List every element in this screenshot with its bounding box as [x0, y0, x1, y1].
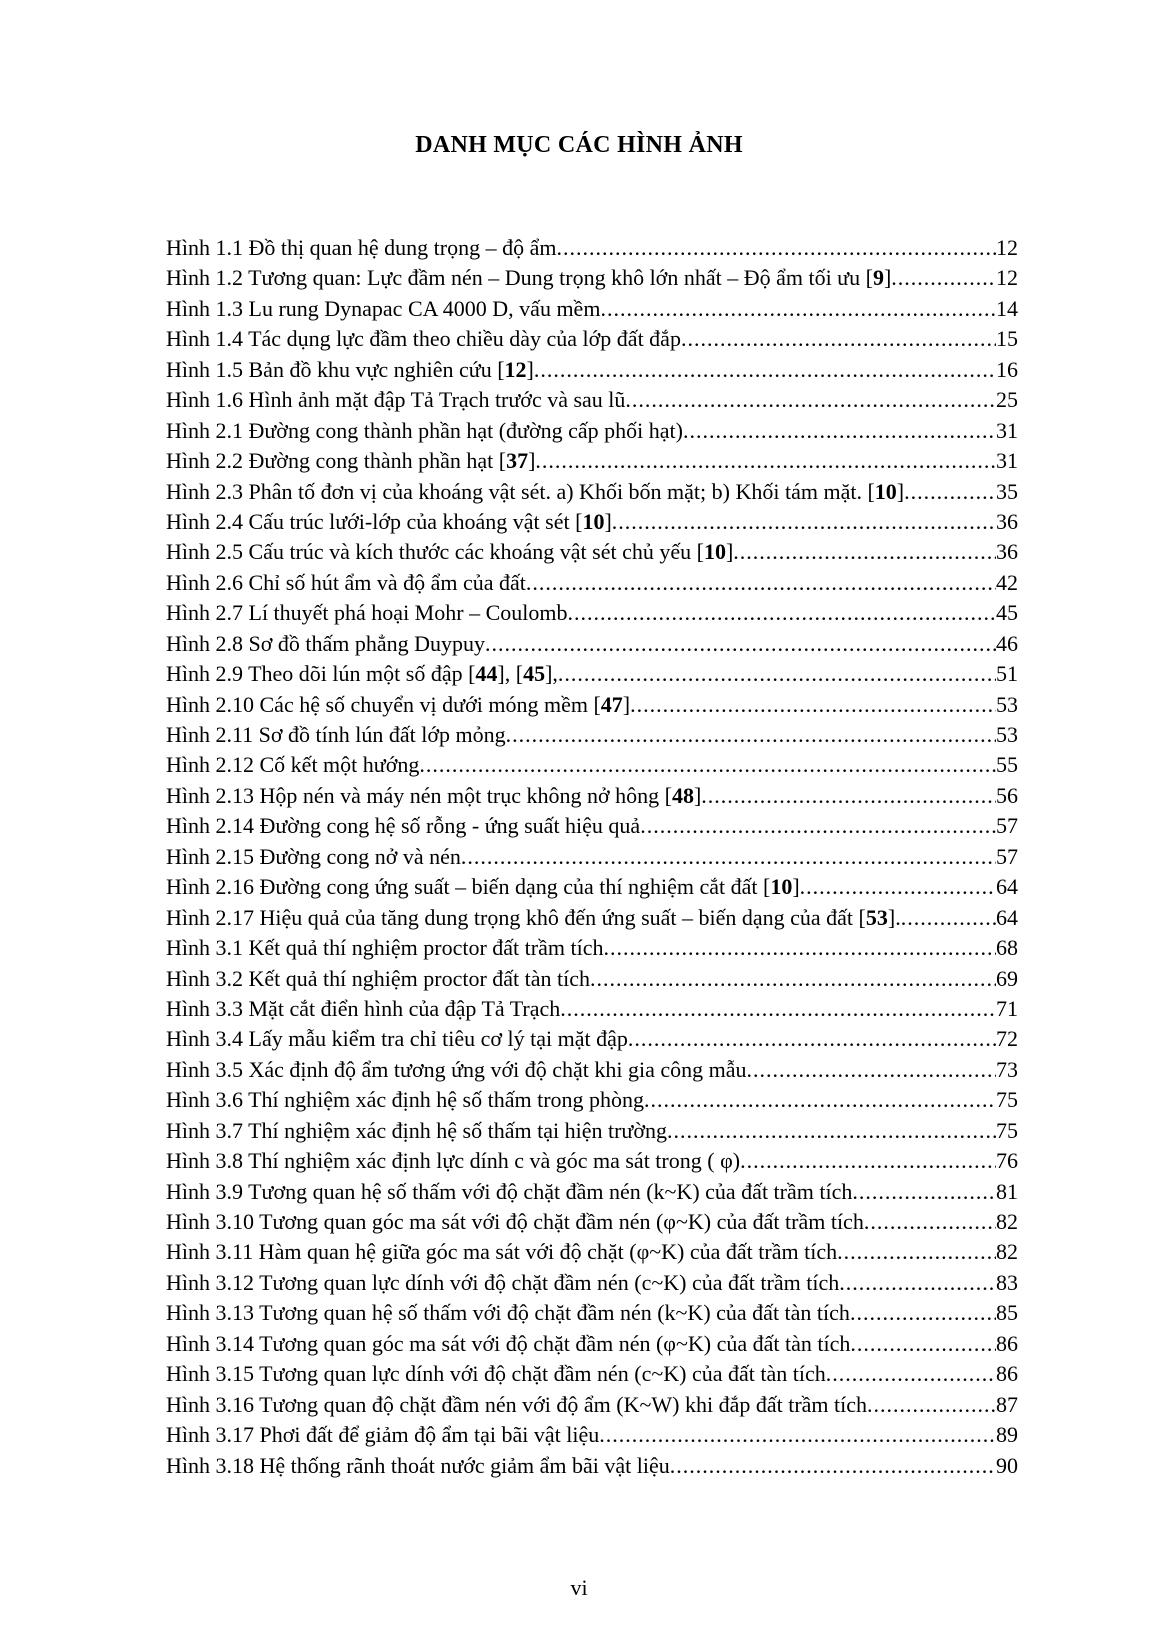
figure-caption: [166, 661, 558, 687]
dot-leader: [630, 692, 996, 718]
caption-text: Hình 1.3 Lu rung Dynapac CA 4000 D, vấu mềm: [166, 295, 601, 321]
dot-leader: [640, 813, 996, 839]
reference-number: 53: [865, 904, 888, 930]
figure-caption: [166, 570, 526, 596]
page-ref: 73: [996, 1056, 1018, 1082]
caption-text: Hình 3.15 Tương quan lực dính với độ chặt đầm nén (c~K) của đất tàn tích: [166, 1361, 826, 1387]
caption-text: Hình 2.8 Sơ đồ thấm phẳng Duypuy: [166, 630, 486, 656]
caption-text: ]: [622, 691, 631, 717]
page-ref: 53: [996, 722, 1018, 747]
dot-leader: [891, 265, 996, 291]
figure-entry[interactable]: [166, 631, 1018, 661]
page-ref: 45: [996, 600, 1018, 626]
figure-entry[interactable]: [166, 418, 1018, 448]
dot-leader: [556, 235, 996, 261]
figure-caption: [166, 1209, 864, 1235]
caption-text: ]: [896, 478, 905, 504]
caption-text: Hình 3.3 Mặt cắt điển hình của đập Tả Trạch: [166, 995, 561, 1021]
page-ref: 71: [996, 995, 1018, 1021]
caption-text: ]: [883, 265, 892, 291]
dot-leader: [740, 1148, 996, 1174]
page-ref: 76: [996, 1148, 1018, 1174]
figure-entry[interactable]: [166, 509, 1018, 539]
figure-caption: [166, 874, 800, 900]
page-ref: 35: [996, 478, 1018, 504]
page-ref: 42: [996, 569, 1018, 595]
figure-caption: [166, 1239, 837, 1265]
caption-text: Hình 2.9 Theo dõi lún một số đập [: [166, 661, 476, 687]
dot-leader: [701, 783, 996, 809]
caption-text: Hình 2.6 Chỉ số hút ẩm và độ ẩm của đất: [166, 569, 526, 595]
caption-text: Hình 3.16 Tương quan độ chặt đầm nén với độ ẩm (K~W) khi đắp đất trầm tích: [166, 1391, 868, 1417]
page-ref: 64: [996, 904, 1018, 930]
dot-leader: [644, 1087, 996, 1113]
caption-text: Hình 3.7 Thí nghiệm xác định hệ số thấm tại hiện trường: [166, 1117, 667, 1143]
page-ref: 87: [996, 1391, 1018, 1417]
page-ref: 75: [996, 1087, 1018, 1113]
figure-entry[interactable]: [166, 1453, 1018, 1483]
dot-leader: [625, 387, 996, 413]
figure-entry[interactable]: [166, 1239, 1018, 1269]
dot-leader: [667, 1118, 996, 1144]
page-ref: 36: [996, 539, 1018, 565]
caption-text: Hình 3.2 Kết quả thí nghiệm proctor đất tàn tích: [166, 965, 591, 991]
dot-leader: [837, 1239, 996, 1265]
caption-text: Hình 2.16 Đường cong ứng suất – biến dạng của thí nghiệm cắt đất [: [166, 874, 771, 900]
page-ref: 15: [996, 326, 1018, 352]
page-ref: 85: [996, 1300, 1018, 1326]
figure-entry[interactable]: [166, 326, 1018, 356]
dot-leader: [590, 966, 996, 992]
dot-leader: [526, 570, 996, 596]
figure-caption: [166, 235, 556, 261]
figure-caption: [166, 1270, 839, 1296]
dot-leader: [419, 752, 996, 778]
page-number: vi: [570, 1575, 588, 1600]
figure-entry[interactable]: [166, 844, 1018, 874]
caption-text: Hình 1.1 Đồ thị quan hệ dung trọng – độ ẩm: [166, 235, 557, 260]
figure-entry[interactable]: [166, 1361, 1018, 1391]
figure-entry[interactable]: [166, 935, 1018, 965]
caption-text: Hình 1.2 Tương quan: Lực đầm nén – Dung trọng khô lớn nhất – Độ ẩm tối ưu [: [166, 265, 873, 291]
caption-text: ]: [526, 356, 534, 382]
figure-caption: [166, 752, 419, 778]
dot-leader: [599, 1422, 996, 1448]
caption-text: Hình 2.4 Cấu trúc lưới-lớp của khoáng vật sét [: [166, 508, 583, 534]
figure-caption: [166, 1148, 740, 1174]
caption-text: ]: [792, 874, 800, 900]
figure-caption: [166, 326, 681, 352]
figure-entry[interactable]: [166, 966, 1018, 996]
figure-caption: [166, 1422, 599, 1448]
caption-text: Hình 3.9 Tương quan hệ số thấm với độ chặt đầm nén (k~K) của đất trầm tích: [166, 1178, 853, 1204]
page-ref: 12: [996, 265, 1018, 291]
caption-text: Hình 2.3 Phân tố đơn vị của khoáng vật sét. a) Khối bốn mặt; b) Khối tám mặt. [: [166, 478, 875, 504]
caption-text: Hình 3.13 Tương quan hệ số thấm với độ chặt đầm nén (k~K) của đất tàn tích: [166, 1300, 850, 1326]
page-ref: 81: [996, 1178, 1018, 1204]
figure-list: [166, 235, 1018, 1483]
dot-leader: [800, 874, 996, 900]
figure-caption: [166, 1118, 667, 1144]
caption-text: Hình 3.4 Lấy mẫu kiểm tra chỉ tiêu cơ lý tại mặt đập: [166, 1026, 628, 1052]
figure-entry[interactable]: [166, 1087, 1018, 1117]
figure-entry[interactable]: [166, 996, 1018, 1026]
caption-text: Hình 2.5 Cấu trúc và kích thước các khoáng vật sét chủ yếu [: [166, 539, 704, 565]
figure-caption: [166, 1300, 850, 1326]
caption-text: Hình 3.14 Tương quan góc ma sát với độ chặt đầm nén (φ~K) của đất tàn tích: [166, 1330, 851, 1356]
dot-leader: [534, 357, 996, 383]
figure-entry[interactable]: [166, 600, 1018, 630]
dot-leader: [867, 1392, 996, 1418]
reference-number: 10: [703, 539, 726, 565]
figure-entry[interactable]: [166, 357, 1018, 387]
figure-caption: [166, 448, 535, 474]
figure-caption: [166, 418, 683, 444]
figure-entry[interactable]: [166, 387, 1018, 417]
figure-entry[interactable]: [166, 539, 1018, 569]
dot-leader: [558, 661, 996, 687]
dot-leader: [535, 448, 996, 474]
page-ref: 51: [996, 661, 1018, 687]
page-ref: 83: [996, 1269, 1018, 1295]
page-ref: 72: [996, 1026, 1018, 1052]
dot-leader: [603, 935, 996, 961]
figure-caption: [166, 509, 612, 535]
figure-caption: [166, 387, 625, 413]
dot-leader: [560, 996, 996, 1022]
caption-text: Hình 2.10 Các hệ số chuyển vị dưới móng mềm [: [166, 691, 601, 717]
caption-text: Hình 2.15 Đường cong nở và nén: [166, 843, 461, 869]
reference-number: 9: [872, 265, 884, 291]
figure-caption: [166, 996, 560, 1022]
caption-text: Hình 2.2 Đường cong thành phần hạt [: [166, 448, 507, 474]
dot-leader: [747, 1057, 996, 1083]
dot-leader: [826, 1361, 996, 1387]
caption-text: ],: [545, 661, 558, 687]
caption-text: Hình 1.6 Hình ảnh mặt đập Tả Trạch trước và sau lũ: [166, 387, 626, 413]
caption-text: Hình 2.17 Hiệu quả của tăng dung trọng khô đến ứng suất – biến dạng của đất [: [166, 904, 866, 930]
figure-entry[interactable]: [166, 1392, 1018, 1422]
dot-leader: [850, 1300, 996, 1326]
caption-text: Hình 2.7 Lí thuyết phá hoại Mohr – Coulomb: [166, 600, 568, 626]
figure-entry[interactable]: [166, 722, 1018, 752]
dot-leader: [733, 539, 996, 565]
dot-leader: [506, 722, 996, 748]
reference-number: 48: [671, 782, 694, 808]
page-ref: 31: [996, 448, 1018, 474]
page-ref: 89: [996, 1422, 1018, 1448]
caption-text: Hình 3.5 Xác định độ ẩm tương ứng với độ chặt khi gia công mẫu: [166, 1056, 747, 1082]
page-ref: 86: [996, 1361, 1018, 1387]
caption-text: Hình 3.6 Thí nghiệm xác định hệ số thấm trong phòng: [166, 1087, 645, 1113]
figure-entry[interactable]: [166, 1209, 1018, 1239]
caption-text: ]: [604, 508, 612, 534]
page-ref: 57: [996, 813, 1018, 839]
figure-caption: [166, 966, 590, 992]
figure-caption: [166, 692, 630, 718]
caption-text: ]: [693, 782, 702, 808]
caption-text: ]: [528, 448, 536, 474]
page-ref: 55: [996, 752, 1018, 778]
figure-entry[interactable]: [166, 905, 1018, 935]
page-ref: 75: [996, 1117, 1018, 1143]
page-ref: 86: [996, 1330, 1018, 1356]
dot-leader: [681, 326, 996, 352]
dot-leader: [612, 509, 996, 535]
figure-caption: [166, 1087, 644, 1113]
page-ref: 14: [996, 295, 1018, 321]
page-ref: 25: [996, 387, 1018, 413]
figure-entry[interactable]: [166, 1118, 1018, 1148]
figure-entry[interactable]: [166, 265, 1018, 295]
figure-caption: [166, 935, 603, 961]
caption-text: Hình 3.10 Tương quan góc ma sát với độ chặt đầm nén (φ~K) của đất trầm tích: [166, 1209, 864, 1234]
figure-caption: [166, 600, 567, 626]
reference-number: 10: [874, 478, 897, 504]
caption-text: Hình 3.11 Hàm quan hệ giữa góc ma sát với độ chặt (φ~K) của đất trầm tích: [166, 1239, 838, 1265]
figure-entry[interactable]: [166, 1179, 1018, 1209]
caption-text: Hình 3.12 Tương quan lực dính với độ chặt đầm nén (c~K) của đất trầm tích: [166, 1269, 840, 1295]
dot-leader: [461, 844, 996, 870]
figure-caption: [166, 265, 891, 291]
page-ref: 31: [996, 417, 1018, 443]
caption-text: Hình 2.14 Đường cong hệ số rỗng - ứng suất hiệu quả: [166, 813, 641, 839]
figure-caption: [166, 539, 733, 565]
figure-caption: [166, 1179, 852, 1205]
reference-number: 44: [475, 661, 498, 687]
figure-caption: [166, 905, 901, 931]
figure-caption: [166, 1361, 826, 1387]
page-title: DANH MỤC CÁC HÌNH ẢNH: [415, 132, 743, 158]
figure-caption: [166, 1392, 867, 1418]
caption-text: ], [: [497, 661, 524, 687]
page-ref: 56: [996, 782, 1018, 808]
dot-leader: [600, 296, 996, 322]
figure-caption: [166, 479, 904, 505]
dot-leader: [901, 905, 996, 931]
caption-text: Hình 1.4 Tác dụng lực đầm theo chiều dày của lớp đất đắp: [166, 326, 681, 352]
dot-leader: [628, 1026, 996, 1052]
page-ref: 57: [996, 843, 1018, 869]
page-ref: 53: [996, 691, 1018, 717]
figure-entry[interactable]: [166, 479, 1018, 509]
page-ref: 64: [996, 874, 1018, 900]
dot-leader: [850, 1331, 996, 1357]
caption-text: Hình 3.8 Thí nghiệm xác định lực dính c và góc ma sát trong ( φ): [166, 1148, 741, 1174]
figure-entry[interactable]: [166, 661, 1018, 691]
figure-entry[interactable]: [166, 1422, 1018, 1452]
reference-number: 12: [504, 356, 527, 382]
page-ref: 68: [996, 935, 1018, 961]
caption-text: Hình 3.17 Phơi đất để giảm độ ẩm tại bãi vật liệu: [166, 1422, 600, 1448]
dot-leader: [567, 600, 996, 626]
dot-leader: [864, 1209, 996, 1235]
figure-entry[interactable]: [166, 570, 1018, 600]
reference-number: 10: [582, 508, 605, 534]
figure-caption: [166, 1057, 747, 1083]
figure-entry[interactable]: [166, 1331, 1018, 1361]
page-ref: 12: [996, 235, 1018, 260]
figure-caption: [166, 1331, 850, 1357]
dot-leader: [670, 1453, 996, 1479]
figure-entry[interactable]: [166, 296, 1018, 326]
caption-text: Hình 1.5 Bản đồ khu vực nghiên cứu [: [166, 356, 505, 382]
figure-entry[interactable]: [166, 235, 1018, 265]
figure-entry[interactable]: [166, 752, 1018, 782]
figure-entry[interactable]: [166, 1026, 1018, 1056]
figure-caption: [166, 722, 506, 748]
figure-caption: [166, 296, 600, 322]
figure-entry[interactable]: [166, 692, 1018, 722]
figure-caption: [166, 844, 461, 870]
page-ref: 16: [996, 356, 1018, 382]
figure-entry[interactable]: [166, 874, 1018, 904]
figure-entry[interactable]: [166, 1148, 1018, 1178]
dot-leader: [683, 418, 996, 444]
caption-text: Hình 2.12 Cố kết một hướng: [166, 752, 420, 778]
dot-leader: [839, 1270, 996, 1296]
figure-entry[interactable]: [166, 1057, 1018, 1087]
caption-text: ].: [887, 904, 901, 930]
figure-caption: [166, 813, 640, 839]
figure-entry[interactable]: [166, 783, 1018, 813]
dot-leader: [904, 479, 996, 505]
figure-caption: [166, 631, 485, 657]
page-ref: 90: [996, 1452, 1018, 1478]
figure-entry[interactable]: [166, 1300, 1018, 1330]
dot-leader: [852, 1179, 996, 1205]
reference-number: 37: [506, 448, 529, 474]
reference-number: 45: [523, 661, 546, 687]
caption-text: Hình 2.11 Sơ đồ tính lún đất lớp mỏng: [166, 722, 506, 747]
caption-text: Hình 2.1 Đường cong thành phần hạt (đường cấp phối hạt): [166, 417, 683, 443]
caption-text: ]: [725, 539, 734, 565]
page-ref: 82: [996, 1239, 1018, 1265]
page-ref: 82: [996, 1209, 1018, 1234]
figure-caption: [166, 1453, 670, 1479]
figure-entry[interactable]: [166, 813, 1018, 843]
reference-number: 10: [770, 874, 793, 900]
figure-entry[interactable]: [166, 448, 1018, 478]
figure-caption: [166, 783, 701, 809]
figure-caption: [166, 1026, 628, 1052]
page-ref: 36: [996, 508, 1018, 534]
page-ref: 46: [996, 630, 1018, 656]
figure-caption: [166, 357, 534, 383]
dot-leader: [485, 631, 996, 657]
reference-number: 47: [600, 691, 623, 717]
caption-text: Hình 3.1 Kết quả thí nghiệm proctor đất trầm tích: [166, 935, 604, 961]
figure-entry[interactable]: [166, 1270, 1018, 1300]
page-ref: 69: [996, 965, 1018, 991]
caption-text: Hình 3.18 Hệ thống rãnh thoát nước giảm ẩm bãi vật liệu: [166, 1452, 670, 1478]
caption-text: Hình 2.13 Hộp nén và máy nén một trục không nở hông [: [166, 782, 672, 808]
